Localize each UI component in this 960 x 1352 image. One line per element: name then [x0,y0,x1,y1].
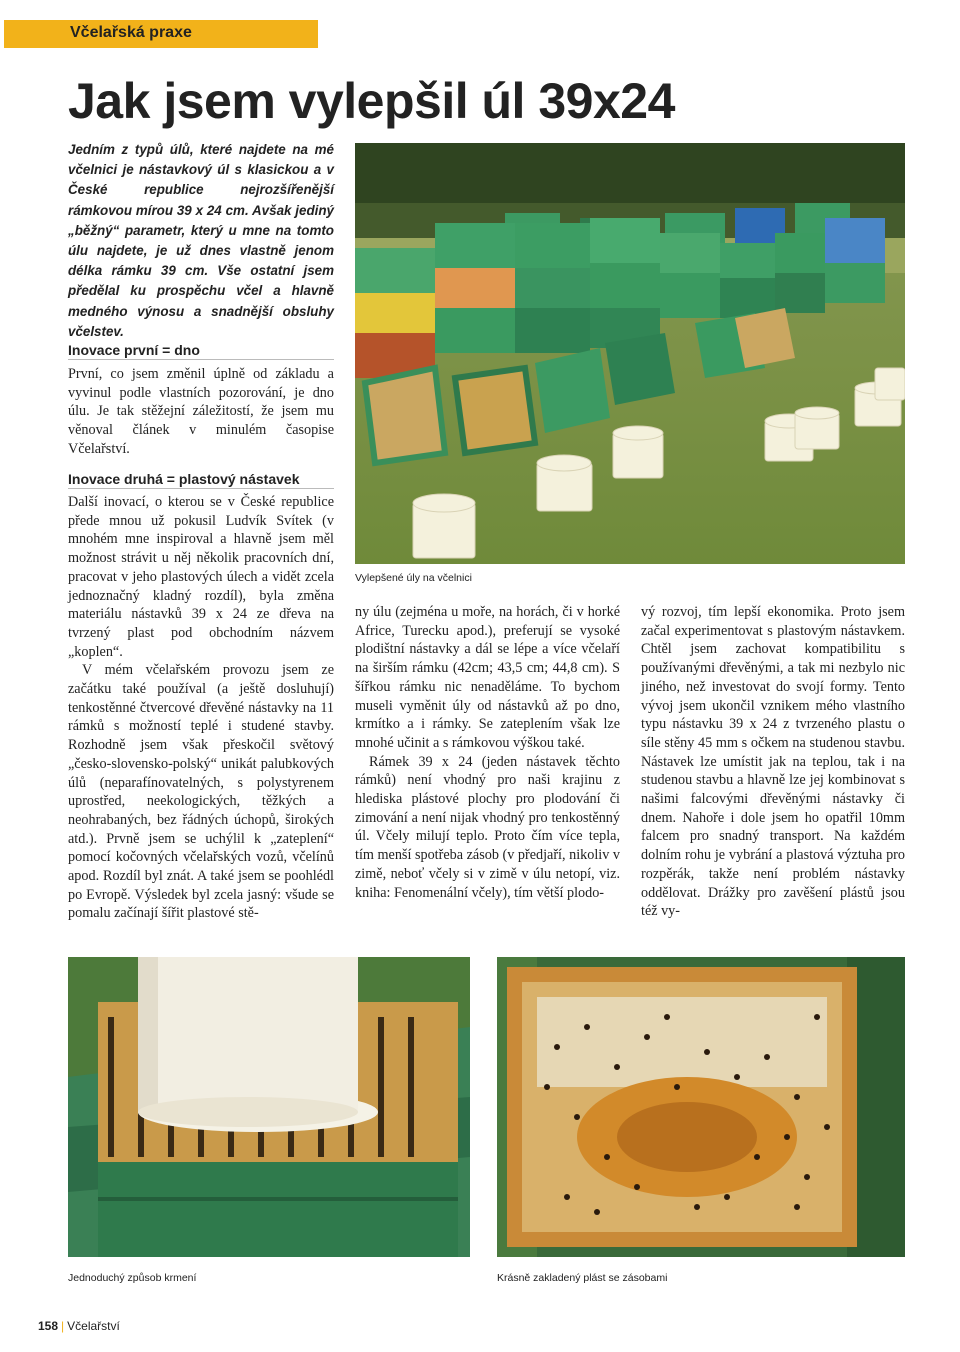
paragraph: vý rozvoj, tím lepší ekonomika. Proto jsem začal experimentovat s plastovým nástavkem. Chtěl jsem zachovat kompatibilitu s používanými dřevěnými, a tak mi nezbylo nic jiného, než investovat do svojí formy. Tento vývoj jsem ukončil vznikem mého vlastního typu nástavku 39 x 24 z tvrzeného plastu o síle stěny 45 mm s očkem na studenou stavbu. Nástavek lze umístit jak na teplou, tak i na studenou stavbu a hlavně lze jej kombinovat s našimi falcovými dřevěnými nástavky či dnem. Nahoře i dole jsem ho opatřil 10mm falcem pro snadný transport. Na každém dolním rohu je vybrání a plastová výztuha pro rozpěrák, takže není problém nástavky oddělovat. Drážky pro zavěšení plástů jsou též vy- [641,604,905,920]
magazine-name: Včelařství [67,1319,120,1333]
caption-hives: Vylepšené úly na včelnici [355,572,472,584]
photo-comb-image [497,957,905,1257]
footer-separator: | [61,1319,65,1333]
paragraph: V mém včelařském provozu jsem ze začátku také používal (a ještě dosluhují) tenkostěnné čtvercové dřevěné nástavky na 11 rámků s možností teplé i studené stavby. Rozhodně jsem však přeskočil světový „česko-slovensko-polský“ unikát palubkových úlů (neparafínovatelných, s polystyrenem uprostřed, neekologických, těžkých a neohrabaných, bez řádných úchopů, širokých atd.). Prvně jsem se uchýlil k „zateplení“ pomocí kočovných včelařských vozů, včelínů apod. Rozdíl byl znát. A také jsem se poohlédl po Evropě. Výsledek byl zcela jasný: všude se pomalu začínají šířit plastové stě- [68,662,334,922]
heading-innovation-1: Inovace první = dno [68,342,334,360]
paragraph: Další inovací, o kterou se v České republice přede mnou už pokusil Ludvík Svítek (v mnohém mne inspiroval a hlavně jsem měl možnost strávit u něj několik pracovních dní, pracovat v jeho plastových úlech a vidět zcela jednoznačný kladný rozdíl), byla změna materiálu nástavků 39 x 24 ze dřeva na tvrzený plast pod obchodním názvem „koplen“. [68,494,334,660]
photo-feeding-image [68,957,470,1257]
page-number: 158 [38,1319,59,1333]
article-title: Jak jsem vylepšil úl 39x24 [68,73,675,129]
column-2 [355,603,620,902]
column-3 [641,603,905,921]
photo-feeding [68,957,470,1257]
paragraph: Rámek 39 x 24 (jeden nástavek těchto rámků) není vhodný pro naši krajinu z hlediska plástové plochy pro plodování či zimování a není nijak vhodný pro tenkostěnný úl. Včely milují teplo. Proto čím více tepla, tím menší spotřeba zásob (v předjaří, nikoliv v zimě, neboť včely si v zimě v úlu netopí, viz. kniha: Fenomenální včely), tím větší plodo- [355,753,620,901]
paragraph: První, co jsem změnil úplně od základu a vyvinul podle vlastních pozorování, je dno úlu. Je tak stěžejní záležitostí, že jsem mu věnoval článek v minulém časopise Včelařství. [68,366,334,457]
column-1-top [68,365,334,459]
section-label: Včelařská praxe [70,24,192,41]
heading-innovation-2: Inovace druhá = plastový nástavek [68,471,334,489]
article-lead: Jedním z typů úlů, které najdete na mé včelnici je nástavkový úl s klasickou a v České republice nejrozšířenější rámkovou mírou 39 x 24 cm. Avšak jediný „běžný“ parametr, který u mne na tomto úlu najdete, je už dnes vlastně jenom délka rámku 39 cm. Vše ostatní jsem předělal ku prospěchu včel a hlavně medného výnosu a snadnější obsluhy včelstev. [68,142,334,339]
caption-feeding: Jednoduchý způsob krmení [68,1272,197,1284]
section-tag [4,20,318,48]
photo-hives-image [355,143,905,564]
page-footer [38,1319,120,1333]
column-1-bottom [68,493,334,923]
photo-hives [355,143,905,564]
caption-comb: Krásně zakladený plást se zásobami [497,1272,668,1284]
photo-comb [497,957,905,1257]
paragraph: ny úlu (zejména u moře, na horách, či v horké Africe, Turecku apod.), preferují se vysoké plodištní nástavky a dál se lépe a více včelaří na širším rámku (42cm; 43,5 cm; 44,8 cm). S šířkou rámku nic nenaděláme. To bychom museli vyměnit úly od nástavků až po dno, krmítko a i rámky. Se zateplením však lze mnohé učinit a s rámkovou výškou také. [355,604,620,751]
